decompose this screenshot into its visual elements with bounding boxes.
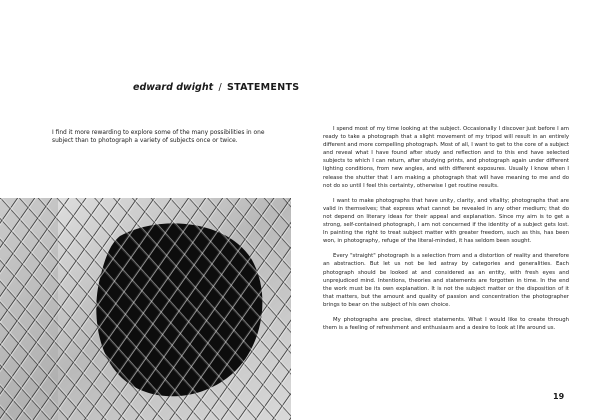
intro-text: I find it more rewarding to explore some of the many possibilities in one subject than to photograph a variety of subjects once or twice.: [52, 130, 265, 145]
fence-photograph: [0, 198, 291, 420]
author-name: edward dwight: [133, 82, 214, 93]
statement-paragraph-4: My photographs are precise, direct statements. What I would like to create through them is a feeling of refreshment and enthusiasm and a desire to look at life around us.: [323, 316, 569, 332]
statement-paragraph-3: Every "straight" photograph is a selection from and a distortion of reality and therefore an abstraction. But let us not be led astray by categories and generalities. Each photograph should be looked at and considered as an entity, with fresh eyes and unprejudiced mind. Intentions, theories and statements are forgotten in time. In the end the work must be its own explanation. It is not the subject matter or the disposition of it that matters, but the amount and quality of passion and concentration the photographer brings to bear on the subject of his own choice.: [323, 253, 569, 308]
statement-paragraph-1: I spend most of my time looking at the subject. Occasionally I discover just before I am ready to take a photograph that a slight movement of my tripod will result in an entirely different and more compelling photograph. Most of all, I want to get to the core of a subject and reveal what I have found after study and reflection and to this end have selected subjects to which I can return, after studying prints, and photograph again under different lighting conditions, from new angles, and with different exposures. Usually I know when I release the shutter that I am making a photograph that will have meaning to me and do not do so until I feel this certainty, otherwise I get routine results.: [323, 126, 569, 189]
heading-separator: /: [218, 82, 222, 93]
page-heading: [133, 82, 300, 93]
statements-column: [323, 125, 569, 339]
fence-highlights-b: [0, 198, 291, 420]
heading-title: STATEMENTS: [227, 82, 300, 93]
statement-paragraph-2: I want to make photographs that have unity, clarity, and vitality; photographs that are valid in themselves; that express what cannot be revealed in any other medium; that do not depend on literary ideas for their appeal and explanation. Since my aim is to get a strong, self-contained photograph, I am not concerned if the identity of a subject gets lost. In painting the right to treat subject matter with greater freedom, such as this, has been won, in photography, refuge of the literal-minded, it has seldom been sought.: [323, 197, 569, 245]
page-number: 19: [553, 392, 565, 401]
